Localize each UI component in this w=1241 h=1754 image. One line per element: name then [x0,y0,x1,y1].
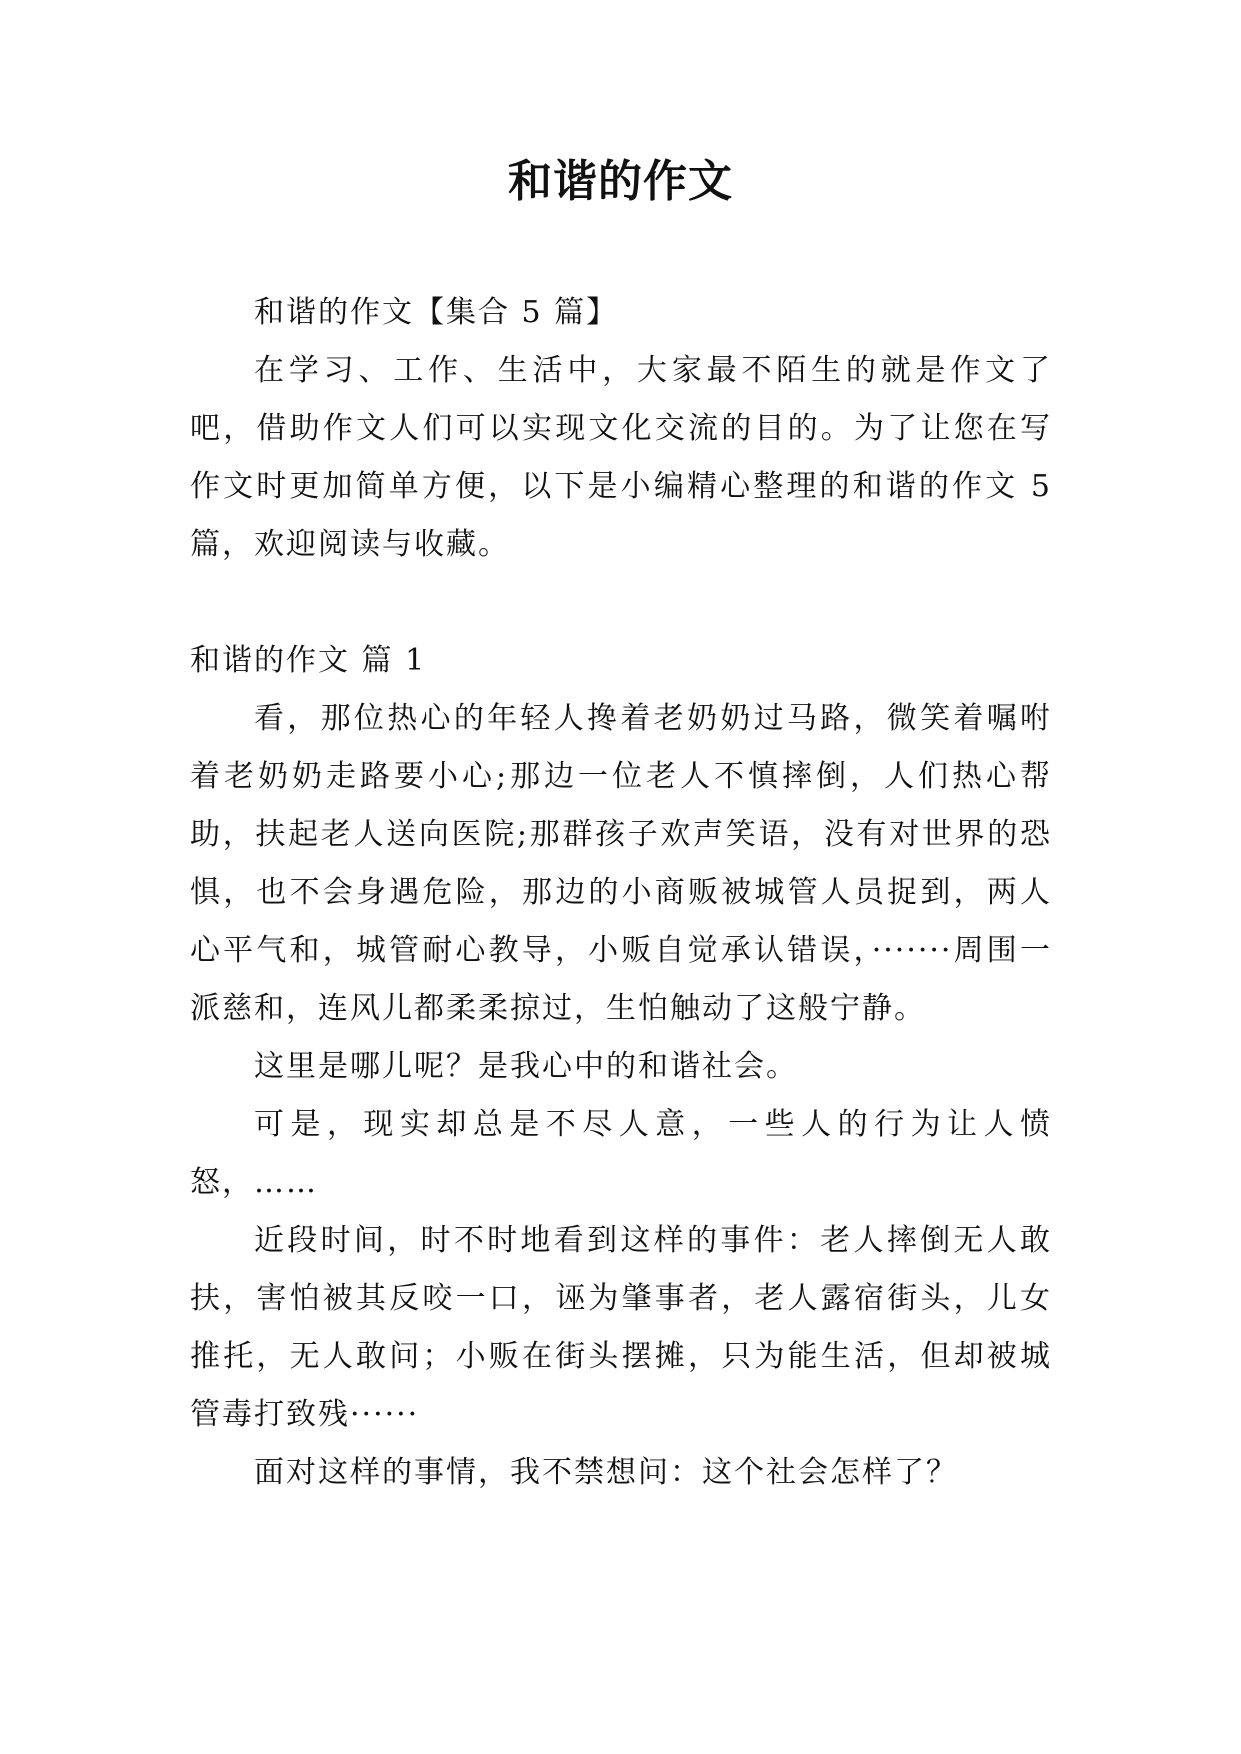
document-title: 和谐的作文 [508,156,733,207]
section-paragraph: 这里是哪儿呢？是我心中的和谐社会。 [254,1049,798,1084]
section-paragraph: 近段时间，时不时地看到这样的事件：老人摔倒无人敢扶，害怕被其反咬一口，诬为肇事者，老人露宿街头，儿女推托，无人敢问；小贩在街头摆摊，只为能生活，但却被城管毒打致残······ [190,1223,1052,1432]
section-heading: 和谐的作文 篇 1 [190,643,427,678]
section-paragraph: 看，那位热心的年轻人搀着老奶奶过马路，微笑着嘱咐着老奶奶走路要小心;那边一位老人不慎摔倒，人们热心帮助，扶起老人送向医院;那群孩子欢声笑语，没有对世界的恐惧，也不会身遇危险，那边的小商贩被城管人员捉到，两人心平气和，城管耐心教导，小贩自觉承认错误，·······周围一派慈和，连风儿都柔柔掠过，生怕触动了这般宁静。 [190,701,1052,1026]
section-paragraph: 可是，现实却总是不尽人意，一些人的行为让人愤怒，…… [190,1107,1052,1200]
section-paragraph: 面对这样的事情，我不禁想问：这个社会怎样了？ [254,1455,958,1490]
section-spacer [190,574,1052,632]
intro-subtitle: 和谐的作文【集合 5 篇】 [254,295,619,330]
document-body [190,284,1052,1502]
intro-paragraph: 在学习、工作、生活中，大家最不陌生的就是作文了吧，借助作文人们可以实现文化交流的目的。为了让您在写作文时更加简单方便，以下是小编精心整理的和谐的作文 5 篇，欢迎阅读与收藏。 [190,353,1052,562]
